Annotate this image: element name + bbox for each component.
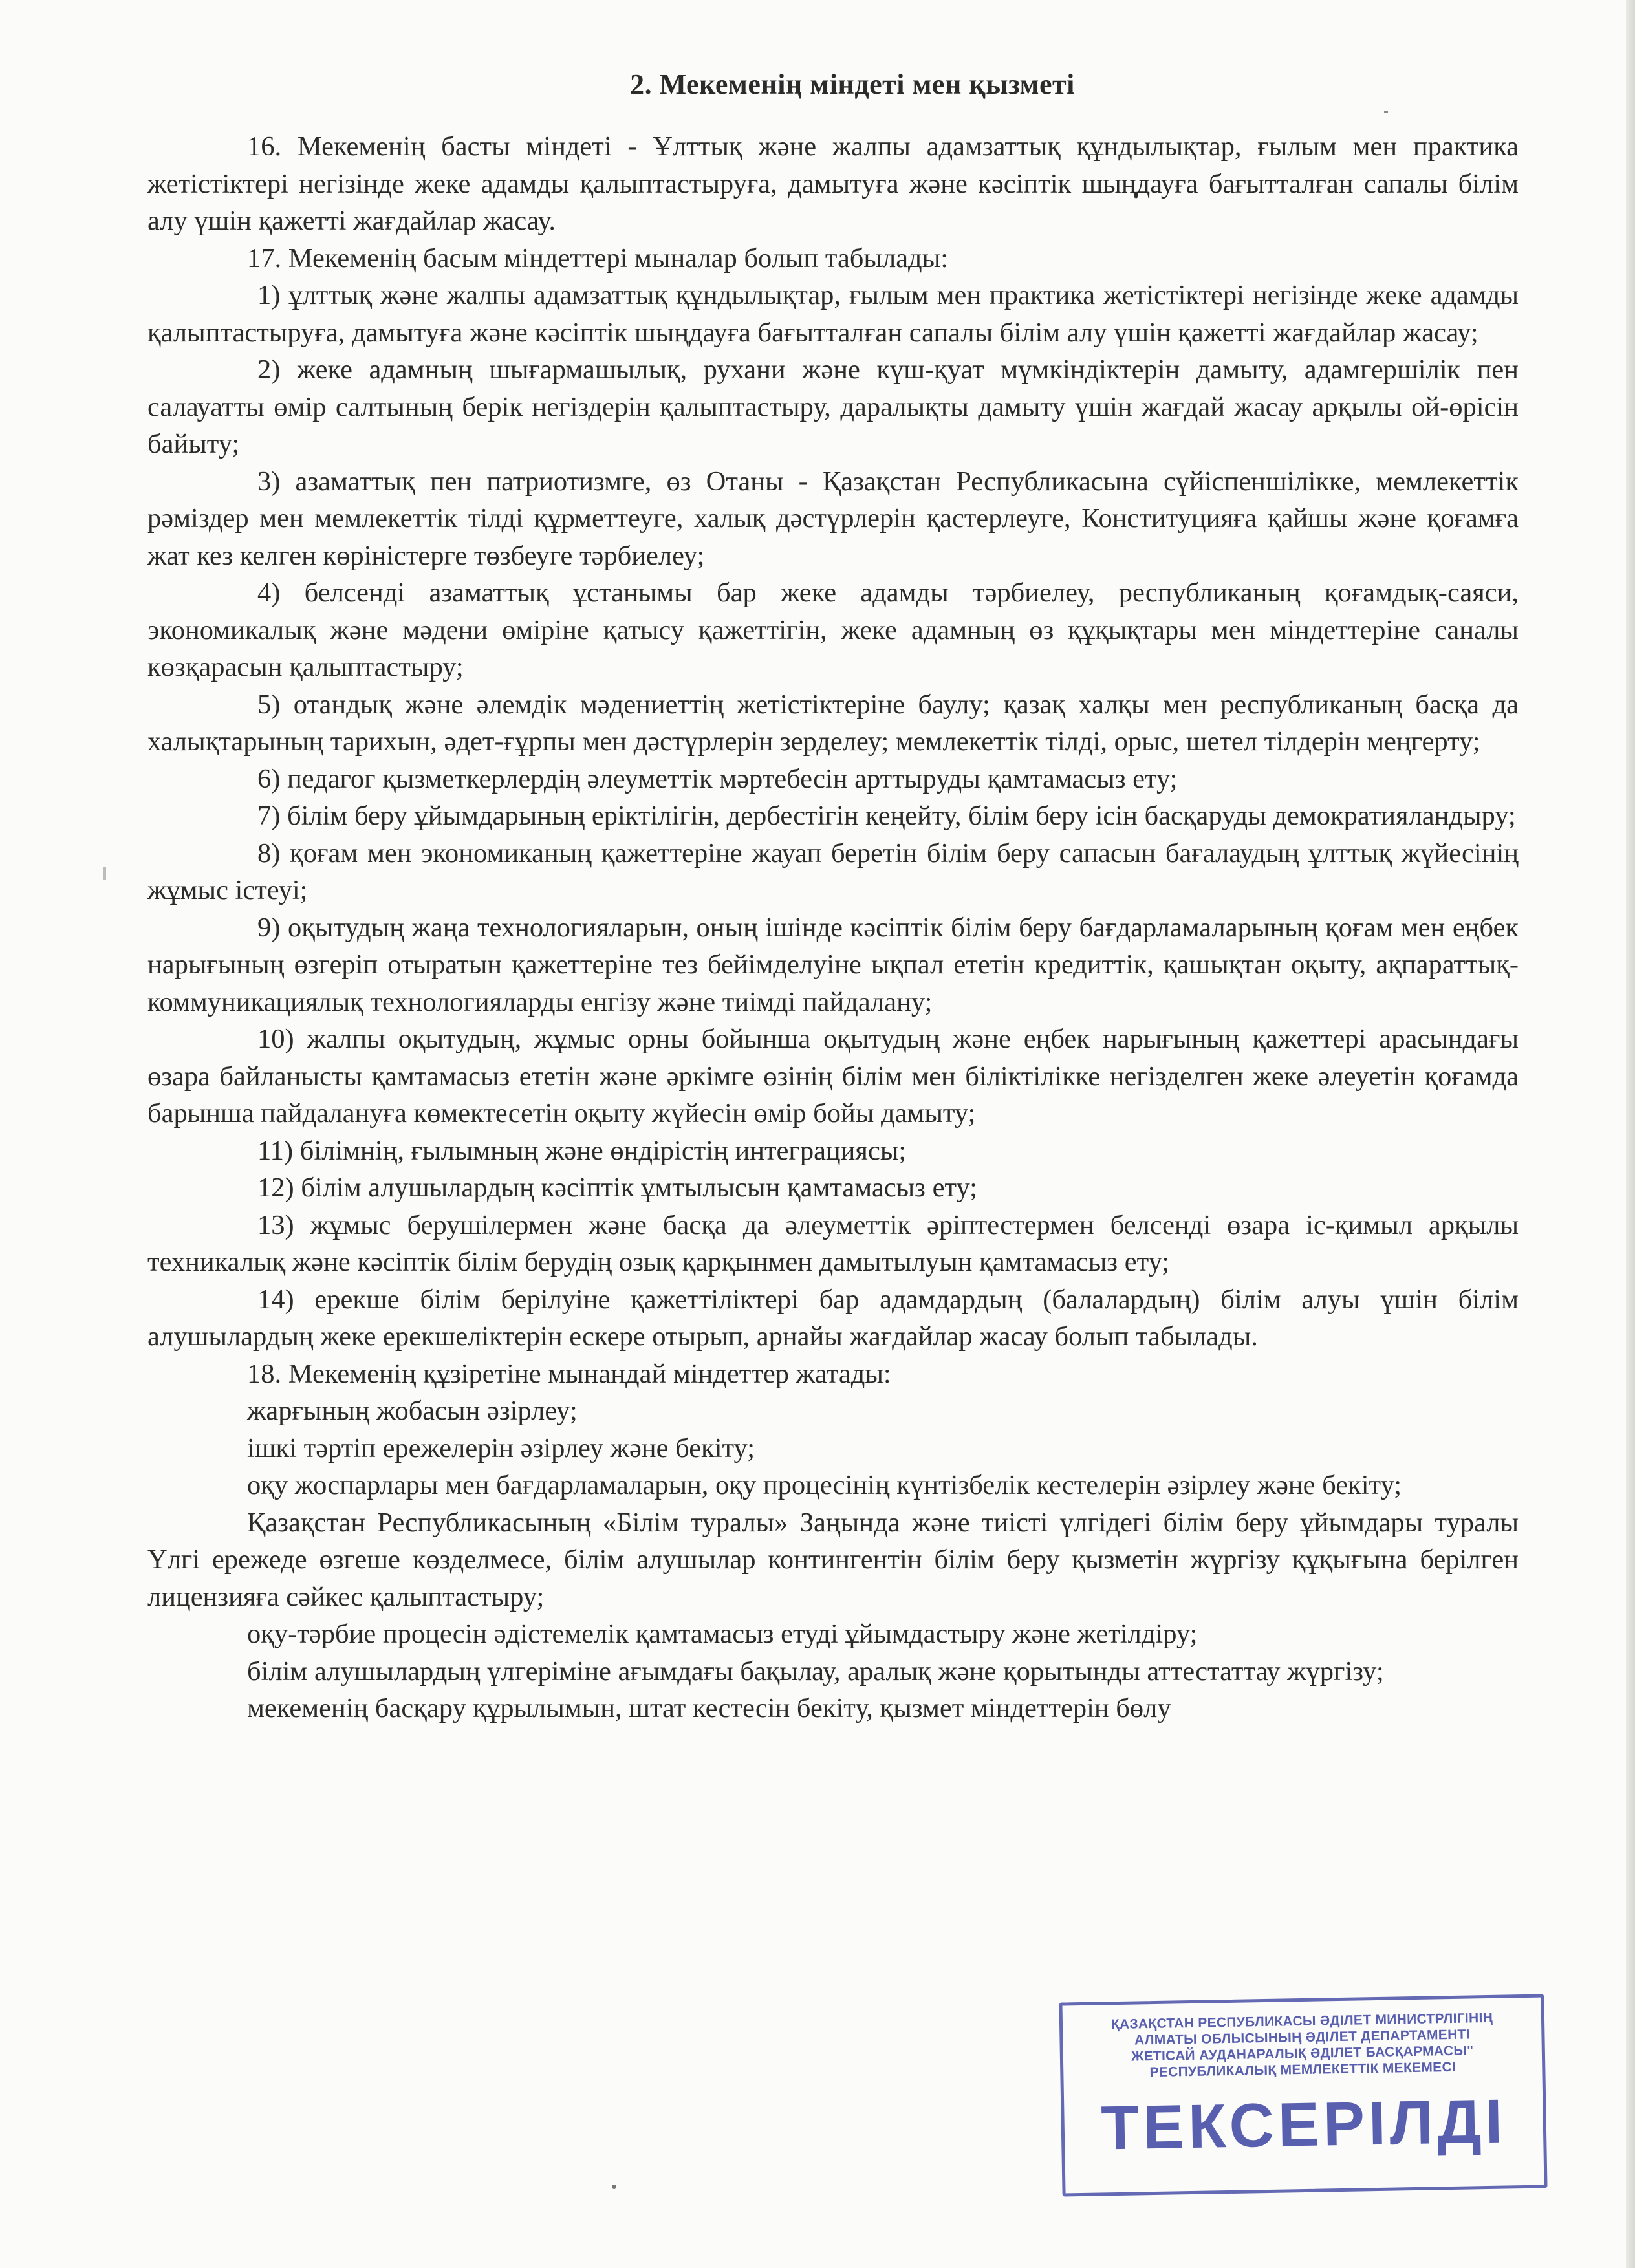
list-item-2: 2) жеке адамның шығармашылық, рухани және күш-қуат мүмкіндіктерін дамыту, адамгершілік пен салауатты өмір салтының берік негіздерін қалыптастыру, даралықты дамыту үшін жағдай жасау арқылы ой-өрісін байыту;	[147, 354, 1519, 459]
stamp-line-4: РЕСПУБЛИКАЛЫҚ МЕМЛЕКЕТТІК МЕКЕМЕСІ	[1149, 2059, 1456, 2080]
list-item-9: 9) оқытудың жаңа технологияларын, оның ішінде кәсіптік білім беру бағдарламаларының қоғам мен еңбек нарығының өзгеріп отыратын қажеттеріне тез бейімделуіне ықпал ететін кредиттік, қашықтан оқыту, ақпараттық-коммуникациялық технологияларды енгізу және тиімді пайдалану;	[147, 912, 1519, 1017]
list-item-5: 5) отандық және әлемдік мәдениеттің жетістіктеріне баулу; қазақ халқы мен республиканың басқа да халықтарының тарихын, әдет-ғұрпы мен дәстүрлерін зерделеу; мемлекеттік тілді, орыс, шетел тілдерін меңгерту;	[147, 689, 1519, 757]
duty-structure: мекеменің басқару құрылымын, штат кестесін бекіту, қызмет міндеттерін бөлу	[247, 1693, 1171, 1723]
list-item-8: 8) қоғам мен экономиканың қажеттеріне жауап беретін білім беру сапасын бағалаудың ұлттық жүйесінің жұмыс істеуі;	[147, 837, 1519, 905]
duty-curricula: оқу жоспарлары мен бағдарламаларын, оқу процесінің күнтізбелік кестелерін әзірлеу және бекіту;	[247, 1470, 1402, 1500]
duty-methodology: оқу-тәрбие процесін әдістемелік қамтамасыз етуді ұйымдастыру және жетілдіру;	[247, 1619, 1198, 1649]
list-item-10: 10) жалпы оқытудың, жұмыс орны бойынша оқытудың және еңбек нарығының қажеттері арасындағы өзара байланысты қамтамасыз ететін және әркімге өзінің білім мен біліктілікке негізделген жеке әлеуетін қоғамда барынша пайдалануға көмектесетін оқыту жүйесін өмір бойы дамыту;	[147, 1024, 1519, 1129]
list-item-1: 1) ұлттық және жалпы адамзаттық құндылықтар, ғылым мен практика жетістіктері негізінде жеке адамды қалыптастыруға, дамытуға және кәсіптік шыңдауға бағытталған сапалы білім алу үшін қажетті жағдайлар жасау;	[147, 280, 1519, 348]
stamp-line-3: ЖЕТІСАЙ АУДАНАРАЛЫҚ ӘДІЛЕТ БАСҚАРМАСЫ"	[1131, 2043, 1474, 2064]
duty-contingent: Қазақстан Республикасының «Білім туралы» Заңында және тиісті үлгідегі білім беру ұйымдары туралы Үлгі ережеде өзгеше көзделмесе, білім алушылар контингентін білім беру қызметін жүргізу құқығына берілген лицензияға сәйкес қалыптастыру;	[147, 1507, 1519, 1612]
paragraph-18: 18. Мекеменің құзіретіне мынандай міндеттер жатады:	[247, 1358, 891, 1389]
margin-mark	[103, 867, 106, 880]
list-item-11: 11) білімнің, ғылымның және өндірістің интеграциясы;	[257, 1135, 907, 1166]
page-edge-shadow	[1626, 0, 1635, 2268]
verification-stamp	[1059, 1994, 1547, 2196]
page-footer-dot	[612, 2185, 616, 2189]
section-heading: 2. Мекеменің міндеті мен қызметі	[630, 69, 1075, 100]
paragraph-16: 16. Мекеменің басты міндеті - Ұлттық және жалпы адамзаттық құндылықтар, ғылым мен практика жетістіктері негізінде жеке адамды қалыптастыруға, дамытуға және кәсіптік шыңдауға бағытталған сапалы білім алу үшін қажетті жағдайлар жасау.	[147, 131, 1519, 236]
list-item-12: 12) білім алушылардың кәсіптік ұмтылысын қамтамасыз ету;	[257, 1172, 977, 1203]
stamp-line-1: ҚАЗАҚСТАН РЕСПУБЛИКАСЫ ӘДІЛЕТ МИНИСТРЛІГІНІҢ	[1110, 2010, 1493, 2033]
document-body	[147, 68, 1519, 1727]
list-item-6: 6) педагог қызметкерлердің әлеуметтік мәртебесін арттыруды қамтамасыз ету;	[257, 763, 1178, 794]
stamp-line-2: АЛМАТЫ ОБЛЫСЫНЫҢ ӘДІЛЕТ ДЕПАРТАМЕНТІ	[1134, 2027, 1471, 2048]
paragraph-17: 17. Мекеменің басым міндеттері мыналар болып табылады:	[247, 243, 949, 274]
duty-assessment: білім алушылардың үлгеріміне ағымдағы бақылау, аралық және қорытынды аттестаттау жүргізу;	[247, 1656, 1384, 1687]
duty-internal-rules: ішкі тәртіп ережелерін әзірлеу және бекіту;	[247, 1432, 755, 1463]
list-item-14: 14) ерекше білім берілуіне қажеттіліктері бар адамдардың (балалардың) білім алуы үшін білім алушылардың жеке ерекшеліктерін ескере отырып, арнайы жағдайлар жасау болып табылады.	[147, 1284, 1519, 1352]
duty-charter: жарғының жобасын әзірлеу;	[247, 1396, 578, 1426]
list-item-3: 3) азаматтық пен патриотизмге, өз Отаны - Қазақстан Республикасына сүйіспеншілікке, мемлекеттік рәміздер мен мемлекеттік тілді құрметтеуге, халық дәстүрлерін қастерлеуге, Конституцияға қайшы және қоғамға жат кез келген көріністерге төзбеуге тәрбиелеу;	[147, 466, 1519, 571]
stamp-label: ТЕКСЕРІЛДІ	[1100, 2086, 1507, 2163]
list-item-7: 7) білім беру ұйымдарының еріктілігін, дербестігін кеңейту, білім беру ісін басқаруды демократияландыру;	[257, 801, 1516, 831]
list-item-4: 4) белсенді азаматтық ұстанымы бар жеке адамды тәрбиелеу, республиканың қоғамдық-саяси, экономикалық және мәдени өміріне қатысу қажеттігін, жеке адамның өз құқықтары мен міндеттеріне саналы көзқарасын қалыптастыру;	[147, 578, 1519, 682]
list-item-13: 13) жұмыс берушілермен және басқа да әлеуметтік әріптестермен белсенді өзара іс-қимыл арқылы техникалық және кәсіптік білім берудің озық қарқынмен дамытылуын қамтамасыз ету;	[147, 1209, 1519, 1277]
